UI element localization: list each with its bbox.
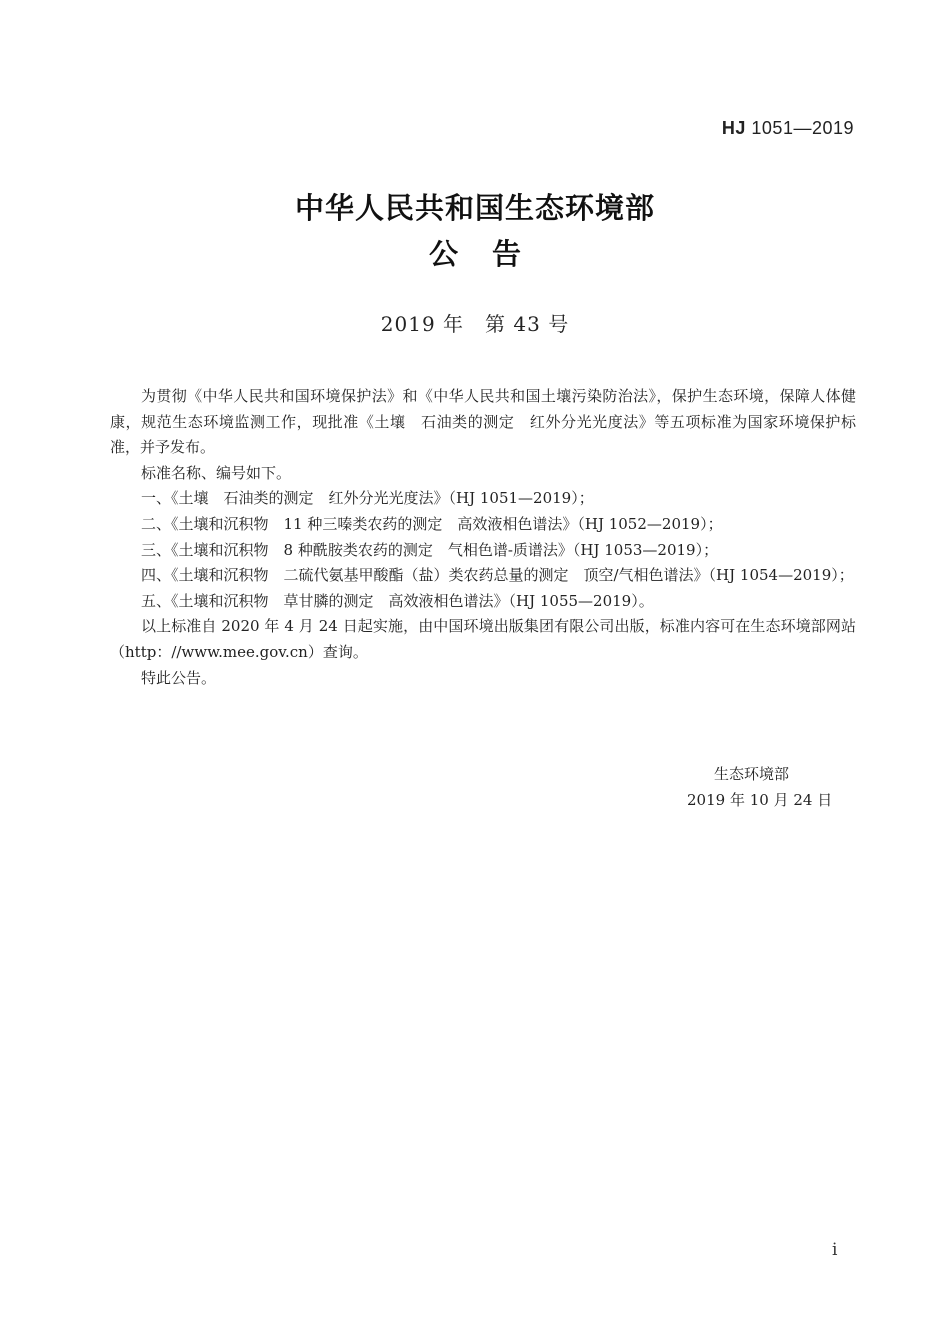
notice-body (110, 384, 856, 691)
list-intro: 标准名称、编号如下。 (141, 463, 292, 482)
signature-org: 生态环境部 (714, 765, 790, 783)
title-block (0, 188, 950, 276)
standard-code-prefix: HJ (721, 118, 746, 138)
implementation-paragraph: 以上标准自 2020 年 4 月 24 日起实施，由中国环境出版集团有限公司出版，标准内容可在生态环境部网站（http：//www.mee.gov.cn）查询。 (110, 617, 856, 661)
standard-item: 一、《土壤 石油类的测定 红外分光光度法》（HJ 1051—2019）； (141, 489, 594, 508)
intro-paragraph: 为贯彻《中华人民共和国环境保护法》和《中华人民共和国土壤污染防治法》，保护生态环境，保障人体健康，规范生态环境监测工作，现批准《土壤 石油类的测定 红外分光光度法》等五项标准为国家环境保护标准，并予发布。 (110, 387, 856, 457)
standard-item: 五、《土壤和沉积物 草甘膦的测定 高效液相色谱法》（HJ 1055—2019）。 (141, 591, 654, 610)
standard-item: 三、《土壤和沉积物 8 种酰胺类农药的测定 气相色谱-质谱法》（HJ 1053—2019）； (141, 540, 719, 559)
closing-line: 特此公告。 (141, 668, 217, 687)
standard-item: 四、《土壤和沉积物 二硫代氨基甲酸酯（盐）类农药总量的测定 顶空/气相色谱法》（HJ 1054—2019）； (141, 566, 854, 585)
standard-code-number: 1051—2019 (745, 118, 854, 138)
ministry-title: 中华人民共和国生态环境部 (294, 191, 655, 225)
signature-date: 2019 年 10 月 24 日 (687, 790, 833, 809)
notice-heading: 公告 (428, 237, 555, 271)
page-number: i (832, 1240, 838, 1260)
standard-item: 二、《土壤和沉积物 11 种三嗪类农药的测定 高效液相色谱法》（HJ 1052—2019）； (141, 514, 723, 533)
standard-code (722, 118, 854, 139)
issue-number: 2019 年 第 43 号 (380, 312, 570, 336)
signature-block (650, 762, 870, 813)
